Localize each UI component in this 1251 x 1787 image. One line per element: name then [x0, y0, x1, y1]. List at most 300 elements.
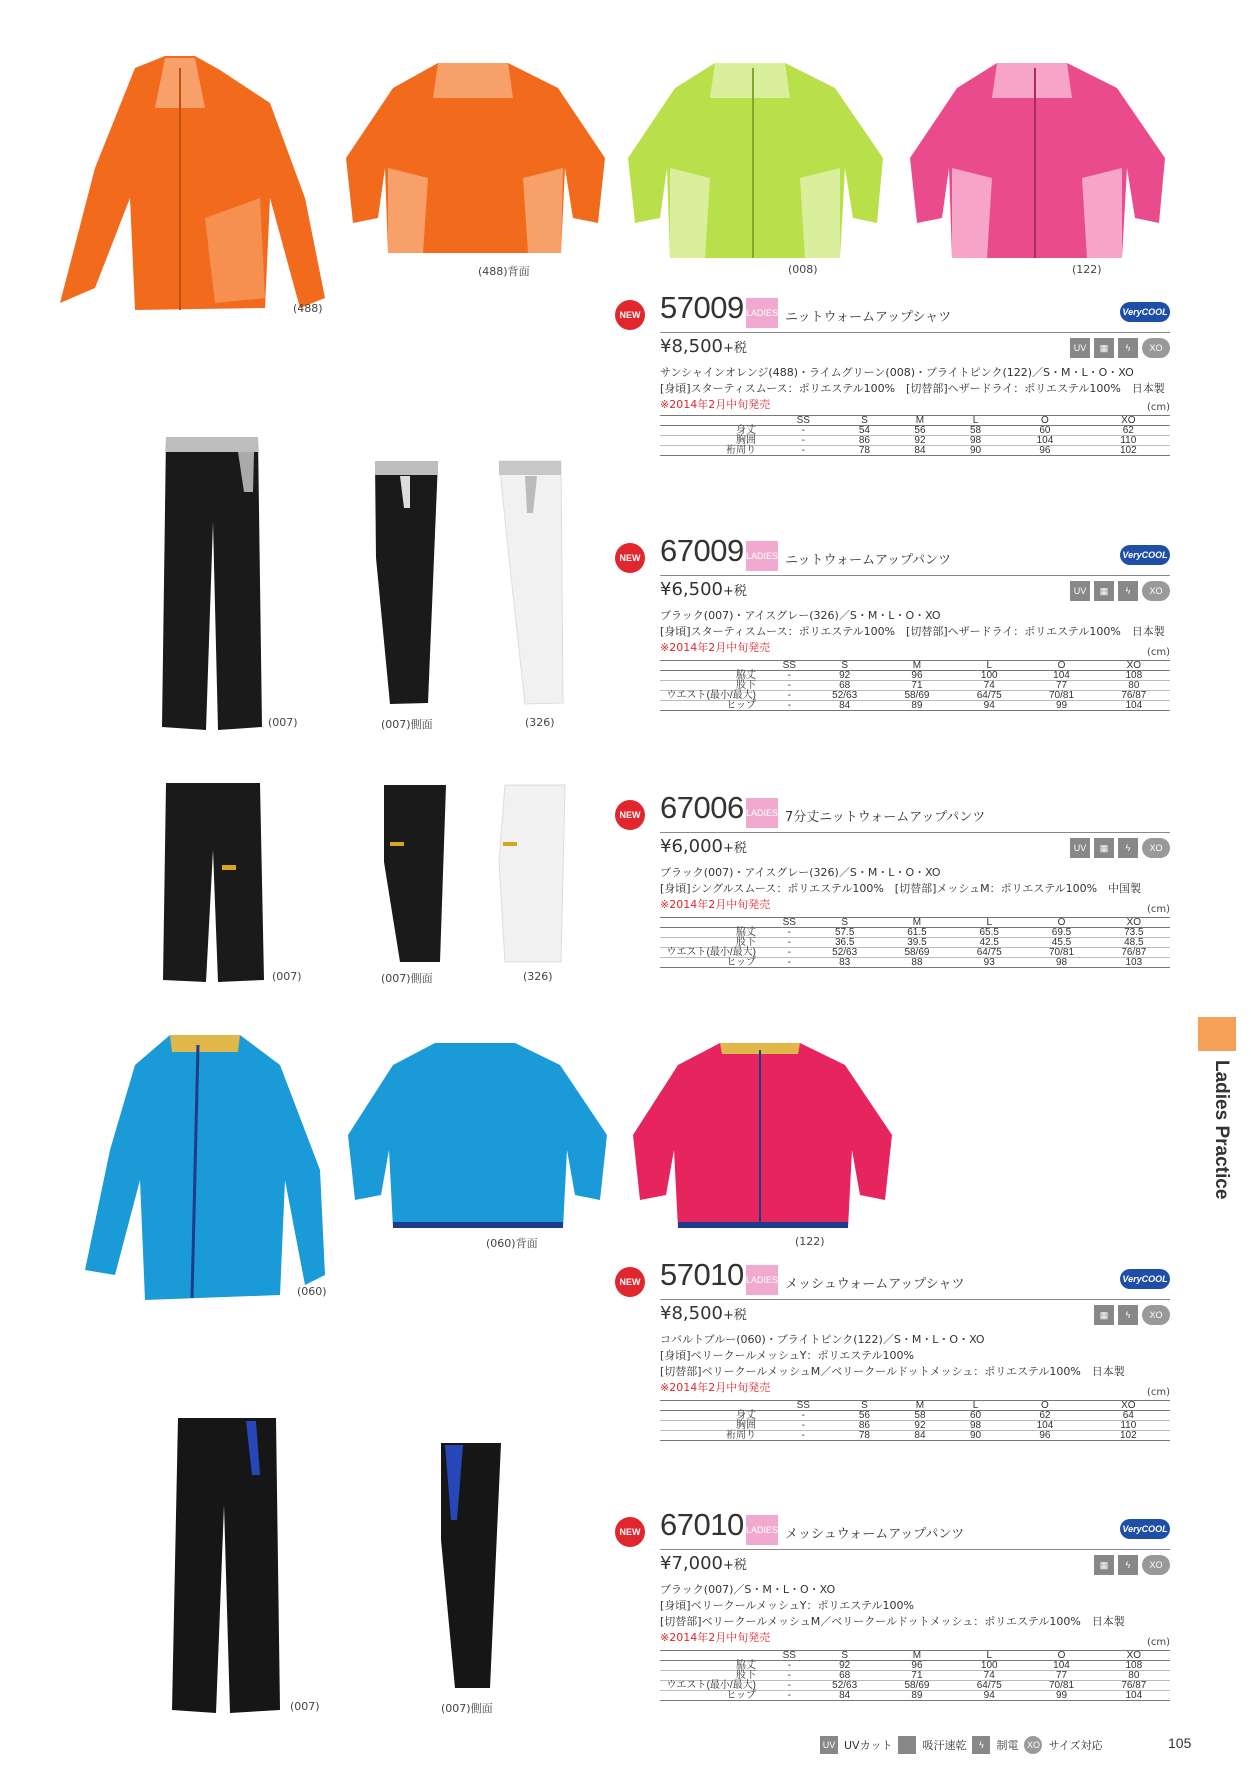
table-row — [660, 948, 1170, 958]
table-cell: - — [770, 1661, 809, 1671]
table-cell: 76/87 — [1098, 691, 1170, 701]
table-cell: 80 — [1098, 681, 1170, 691]
new-badge: NEW — [615, 800, 645, 830]
new-badge: NEW — [615, 543, 645, 573]
mesh-pants-black-side-image — [435, 1440, 505, 1690]
caption: (007)側面 — [381, 718, 433, 731]
pants-black-side-image — [370, 458, 442, 706]
table-cell: 100 — [953, 1661, 1025, 1671]
table-row — [660, 1421, 1170, 1431]
jacket-blue-front-image — [80, 1030, 330, 1305]
material: [身頃]シングルスムース：ポリエステル100% [切替部]メッシュM：ポリエステル100% 中国製 — [660, 882, 1142, 895]
legend-label: UVカット — [844, 1739, 893, 1752]
size-header: O — [1025, 1651, 1097, 1661]
table-cell: 77 — [1025, 681, 1097, 691]
table-cell: 83 — [809, 958, 881, 968]
jacket-orange-front-image — [55, 48, 330, 323]
caption: (060) — [297, 1285, 327, 1298]
caption: (122) — [795, 1235, 825, 1248]
cropped-pants-black-side-image — [380, 782, 452, 964]
legend-label: 制電 — [996, 1739, 1019, 1752]
ladies-badge: LADIES — [746, 541, 778, 571]
table-cell: 身丈 — [660, 1411, 770, 1421]
table-cell: 76/87 — [1098, 1681, 1170, 1691]
table-cell: 76/87 — [1098, 948, 1170, 958]
size-header — [660, 918, 770, 928]
sweat-dry-icon: ▦ — [1094, 1555, 1114, 1575]
table-row — [660, 928, 1170, 938]
antistatic-icon: ϟ — [1118, 1305, 1138, 1325]
new-badge: NEW — [615, 1267, 645, 1297]
price: ¥6,000+税 — [660, 836, 747, 857]
price: ¥8,500+税 — [660, 1303, 747, 1324]
table-cell: 64/75 — [953, 1681, 1025, 1691]
table-cell: 64 — [1087, 1411, 1170, 1421]
table-cell: 74 — [953, 681, 1025, 691]
table-cell: ウエスト(最小/最大) — [660, 948, 770, 958]
size-header: SS — [770, 1651, 809, 1661]
price: ¥6,500+税 — [660, 579, 747, 600]
table-cell: 58 — [948, 426, 1004, 436]
legend-label: 吸汗速乾 — [922, 1739, 967, 1752]
table-cell: 裄周り — [660, 446, 770, 456]
size-header: XO — [1098, 661, 1170, 671]
size-header: SS — [770, 918, 809, 928]
product-code: 67009 — [660, 533, 744, 568]
table-cell: - — [770, 426, 837, 436]
table-cell: 108 — [1098, 671, 1170, 681]
size-table — [660, 660, 1170, 711]
size-table — [660, 1650, 1170, 1701]
table-cell: 96 — [881, 1661, 953, 1671]
jacket-pink-image — [907, 58, 1169, 263]
ladies-badge: LADIES — [746, 1265, 778, 1295]
size-header: L — [953, 918, 1025, 928]
table-cell: ウエスト(最小/最大) — [660, 691, 770, 701]
size-header: XO — [1087, 1401, 1170, 1411]
table-cell: 110 — [1087, 1421, 1170, 1431]
xo-size-icon: XO — [1142, 1555, 1170, 1575]
material: [身頃]ベリークールメッシュY：ポリエステル100% — [660, 1349, 914, 1362]
feature-icons — [1070, 581, 1170, 601]
table-cell: - — [770, 1691, 809, 1701]
feature-icons — [1070, 838, 1170, 858]
material: [身頃]スターティスムース：ポリエステル100% [切替部]ヘザードライ：ポリエステル100% 日本製 — [660, 625, 1165, 638]
table-cell: - — [770, 671, 809, 681]
table-row — [660, 701, 1170, 711]
size-header: SS — [770, 661, 809, 671]
sweat-dry-icon — [898, 1736, 916, 1754]
mesh-pants-black-front-image — [168, 1415, 283, 1715]
release-note: ※2014年2月中旬発売 — [660, 898, 771, 911]
product-67010 — [615, 1507, 1170, 1710]
size-header: O — [1025, 918, 1097, 928]
table-cell — [660, 416, 1170, 426]
caption: (007)側面 — [381, 972, 433, 985]
table-cell: 78 — [837, 1431, 893, 1441]
table-cell: 104 — [1025, 1661, 1097, 1671]
size-header: M — [881, 1651, 953, 1661]
table-row — [660, 1411, 1170, 1421]
page-number: 105 — [1168, 1735, 1192, 1751]
table-cell: 70/81 — [1025, 948, 1097, 958]
release-note: ※2014年2月中旬発売 — [660, 1381, 771, 1394]
icon-legend — [820, 1736, 1103, 1754]
antistatic-icon: ϟ — [1118, 338, 1138, 358]
table-cell: 90 — [948, 446, 1004, 456]
table-cell: 股下 — [660, 681, 770, 691]
legend-label: サイズ対応 — [1048, 1739, 1103, 1752]
product-67006 — [615, 790, 1170, 978]
table-cell: 84 — [809, 701, 881, 711]
table-cell: 78 — [837, 446, 893, 456]
table-cell: 104 — [1003, 436, 1086, 446]
table-cell: 89 — [881, 1691, 953, 1701]
feature-icons — [1094, 1555, 1170, 1575]
table-cell: 93 — [953, 958, 1025, 968]
table-cell: 身丈 — [660, 426, 770, 436]
product-code: 67006 — [660, 790, 744, 825]
table-cell: - — [770, 1411, 837, 1421]
size-header: S — [809, 661, 881, 671]
table-row — [660, 691, 1170, 701]
release-note: ※2014年2月中旬発売 — [660, 641, 771, 654]
table-cell — [660, 661, 1170, 671]
table-cell: - — [770, 1671, 809, 1681]
verycool-logo: VeryCOOL — [1120, 302, 1170, 322]
table-cell: 110 — [1087, 436, 1170, 446]
price: ¥8,500+税 — [660, 336, 747, 357]
feature-icons — [1094, 1305, 1170, 1325]
jacket-lime-image — [625, 58, 887, 263]
size-header: XO — [1087, 416, 1170, 426]
table-cell: ウエスト(最小/最大) — [660, 1681, 770, 1691]
section-title: Ladies Practice — [1211, 1060, 1232, 1200]
size-header: L — [948, 1401, 1004, 1411]
table-row — [660, 681, 1170, 691]
table-cell: 80 — [1098, 1671, 1170, 1681]
caption: (122) — [1072, 263, 1102, 276]
uv-cut-icon: UV — [1070, 838, 1090, 858]
table-cell: 84 — [892, 446, 948, 456]
uv-cut-icon: UV — [1070, 581, 1090, 601]
size-header: L — [953, 661, 1025, 671]
verycool-logo: VeryCOOL — [1120, 545, 1170, 565]
product-code: 57010 — [660, 1257, 744, 1292]
table-cell: - — [770, 701, 809, 711]
table-cell: 104 — [1098, 701, 1170, 711]
colors-sizes: ブラック(007)・アイスグレー(326)／S・M・L・O・XO — [660, 609, 941, 622]
caption: (007)側面 — [441, 1702, 493, 1715]
table-cell: 100 — [953, 671, 1025, 681]
table-cell: - — [770, 681, 809, 691]
sweat-dry-icon: ▦ — [1094, 338, 1114, 358]
product-67009 — [615, 533, 1170, 721]
table-cell: 84 — [809, 1691, 881, 1701]
sweat-dry-icon: ▦ — [1094, 581, 1114, 601]
colors-sizes: ブラック(007)・アイスグレー(326)／S・M・L・O・XO — [660, 866, 941, 879]
size-header: XO — [1098, 1651, 1170, 1661]
table-cell: 45.5 — [1025, 938, 1097, 948]
table-row — [660, 1671, 1170, 1681]
size-table — [660, 415, 1170, 456]
table-row — [660, 958, 1170, 968]
xo-size-icon: XO — [1142, 581, 1170, 601]
sweat-dry-icon: ▦ — [1094, 1305, 1114, 1325]
product-code: 67010 — [660, 1507, 744, 1542]
ladies-badge: LADIES — [746, 1515, 778, 1545]
product-code: 57009 — [660, 290, 744, 325]
unit-label: (cm) — [1146, 1387, 1170, 1398]
table-cell: - — [770, 446, 837, 456]
caption: (008) — [788, 263, 818, 276]
new-badge: NEW — [615, 1517, 645, 1547]
table-cell: 脇丈 — [660, 928, 770, 938]
table-cell: 36.5 — [809, 938, 881, 948]
size-table — [660, 917, 1170, 968]
table-cell — [660, 1401, 1170, 1411]
caption: (007) — [290, 1700, 320, 1713]
table-cell: 102 — [1087, 1431, 1170, 1441]
size-header: M — [881, 918, 953, 928]
table-row — [660, 446, 1170, 456]
material-secondary: [切替部]ベリークールメッシュM／ベリークールドットメッシュ：ポリエステル100% 日本製 — [660, 1365, 1125, 1378]
table-cell: 96 — [881, 671, 953, 681]
material: [身頃]スターティスムース：ポリエステル100% [切替部]ヘザードライ：ポリエステル100% 日本製 — [660, 382, 1165, 395]
size-header: O — [1025, 661, 1097, 671]
caption: (326) — [523, 970, 553, 983]
table-cell: 84 — [892, 1431, 948, 1441]
size-header — [660, 1401, 770, 1411]
table-cell — [660, 918, 1170, 928]
table-cell: 88 — [881, 958, 953, 968]
table-cell: 58/69 — [881, 691, 953, 701]
table-cell: 98 — [1025, 958, 1097, 968]
table-cell: 92 — [892, 1421, 948, 1431]
unit-label: (cm) — [1146, 402, 1170, 413]
table-cell: 65.5 — [953, 928, 1025, 938]
table-cell: 99 — [1025, 701, 1097, 711]
table-row — [660, 426, 1170, 436]
table-cell: 裄周り — [660, 1431, 770, 1441]
table-cell: 98 — [948, 1421, 1004, 1431]
table-cell: 股下 — [660, 938, 770, 948]
table-cell: 52/63 — [809, 1681, 881, 1691]
table-cell: - — [770, 1421, 837, 1431]
table-cell: 58 — [892, 1411, 948, 1421]
table-cell: 64/75 — [953, 691, 1025, 701]
table-cell — [660, 1651, 1170, 1661]
table-cell: - — [770, 928, 809, 938]
table-cell: 胸囲 — [660, 1421, 770, 1431]
table-cell: 56 — [837, 1411, 893, 1421]
table-cell: 90 — [948, 1431, 1004, 1441]
table-cell: 64/75 — [953, 948, 1025, 958]
release-note: ※2014年2月中旬発売 — [660, 398, 771, 411]
material: [身頃]ベリークールメッシュY：ポリエステル100% — [660, 1599, 914, 1612]
table-cell: 57.5 — [809, 928, 881, 938]
size-header: S — [837, 1401, 893, 1411]
uv-cut-icon: UV — [1070, 338, 1090, 358]
table-cell: 68 — [809, 681, 881, 691]
table-cell: 77 — [1025, 1671, 1097, 1681]
table-cell: - — [770, 1431, 837, 1441]
table-cell: 脇丈 — [660, 671, 770, 681]
verycool-logo: VeryCOOL — [1120, 1269, 1170, 1289]
table-cell: 48.5 — [1098, 938, 1170, 948]
cropped-pants-black-front-image — [160, 780, 265, 985]
table-cell: - — [770, 948, 809, 958]
table-cell: 58/69 — [881, 1681, 953, 1691]
table-cell: ヒップ — [660, 958, 770, 968]
table-cell: 92 — [809, 671, 881, 681]
table-cell: 61.5 — [881, 928, 953, 938]
table-row — [660, 436, 1170, 446]
size-header: XO — [1098, 918, 1170, 928]
table-cell: 62 — [1087, 426, 1170, 436]
table-cell: 92 — [809, 1661, 881, 1671]
material-secondary: [切替部]ベリークールメッシュM／ベリークールドットメッシュ：ポリエステル100% 日本製 — [660, 1615, 1125, 1628]
product-name: ニットウォームアップパンツ — [785, 553, 952, 568]
release-note: ※2014年2月中旬発売 — [660, 1631, 771, 1644]
table-cell: 104 — [1003, 1421, 1086, 1431]
table-cell: 99 — [1025, 1691, 1097, 1701]
table-cell: 96 — [1003, 1431, 1086, 1441]
pants-black-front-image — [158, 432, 268, 732]
table-cell: 104 — [1025, 671, 1097, 681]
antistatic-icon: ϟ — [1118, 838, 1138, 858]
table-cell: ヒップ — [660, 1691, 770, 1701]
table-cell: 70/81 — [1025, 691, 1097, 701]
xo-size-icon: XO — [1142, 838, 1170, 858]
table-cell: ヒップ — [660, 701, 770, 711]
table-cell: 86 — [837, 436, 893, 446]
size-header: L — [948, 416, 1004, 426]
table-cell: 108 — [1098, 1661, 1170, 1671]
xo-size-icon: XO — [1142, 1305, 1170, 1325]
product-name: 7分丈ニットウォームアップパンツ — [785, 810, 986, 825]
antistatic-icon: ϟ — [1118, 581, 1138, 601]
cropped-pants-grey-side-image — [495, 782, 570, 964]
size-header: O — [1003, 416, 1086, 426]
table-cell: 58/69 — [881, 948, 953, 958]
price: ¥7,000+税 — [660, 1553, 747, 1574]
size-header — [660, 416, 770, 426]
table-cell: 96 — [1003, 446, 1086, 456]
caption: (488) — [293, 302, 323, 315]
verycool-logo: VeryCOOL — [1120, 1519, 1170, 1539]
table-cell: 70/81 — [1025, 1681, 1097, 1691]
caption: (007) — [272, 970, 302, 983]
size-header — [660, 661, 770, 671]
antistatic-icon: ϟ — [1118, 1555, 1138, 1575]
table-row — [660, 671, 1170, 681]
caption: (007) — [268, 716, 298, 729]
product-name: メッシュウォームアップシャツ — [785, 1277, 965, 1292]
table-cell: 60 — [1003, 426, 1086, 436]
jacket-orange-back-image — [343, 58, 608, 258]
xo-size-icon: XO — [1024, 1736, 1042, 1754]
table-cell: 39.5 — [881, 938, 953, 948]
colors-sizes: ブラック(007)／S・M・L・O・XO — [660, 1583, 836, 1596]
table-cell: 102 — [1087, 446, 1170, 456]
table-cell: 54 — [837, 426, 893, 436]
size-header: M — [892, 1401, 948, 1411]
caption: (326) — [525, 716, 555, 729]
antistatic-icon: ϟ — [972, 1736, 990, 1754]
table-cell: 71 — [881, 1671, 953, 1681]
table-cell: 94 — [953, 1691, 1025, 1701]
size-header: M — [892, 416, 948, 426]
table-cell: 74 — [953, 1671, 1025, 1681]
ladies-badge: LADIES — [746, 298, 778, 328]
size-header: M — [881, 661, 953, 671]
product-57010 — [615, 1257, 1170, 1450]
table-cell: - — [770, 1681, 809, 1691]
section-tab-marker — [1198, 1017, 1236, 1051]
uv-cut-icon: UV — [820, 1736, 838, 1754]
size-table — [660, 1400, 1170, 1441]
caption: (488)背面 — [478, 265, 530, 278]
feature-icons — [1070, 338, 1170, 358]
table-cell: 71 — [881, 681, 953, 691]
new-badge: NEW — [615, 300, 645, 330]
size-header: S — [837, 416, 893, 426]
size-header: SS — [770, 416, 837, 426]
table-cell: 103 — [1098, 958, 1170, 968]
table-cell: 52/63 — [809, 948, 881, 958]
table-cell: 86 — [837, 1421, 893, 1431]
unit-label: (cm) — [1146, 647, 1170, 658]
size-header: O — [1003, 1401, 1086, 1411]
table-cell: 脇丈 — [660, 1661, 770, 1671]
size-header — [660, 1651, 770, 1661]
table-row — [660, 1661, 1170, 1671]
unit-label: (cm) — [1146, 904, 1170, 915]
unit-label: (cm) — [1146, 1637, 1170, 1648]
product-name: メッシュウォームアップパンツ — [785, 1527, 965, 1542]
table-cell: - — [770, 691, 809, 701]
caption: (060)背面 — [486, 1237, 538, 1250]
table-cell: 56 — [892, 426, 948, 436]
table-row — [660, 938, 1170, 948]
size-header: S — [809, 1651, 881, 1661]
table-cell: - — [770, 938, 809, 948]
table-row — [660, 1431, 1170, 1441]
table-cell: 52/63 — [809, 691, 881, 701]
table-cell: 胸囲 — [660, 436, 770, 446]
colors-sizes: サンシャインオレンジ(488)・ライムグリーン(008)・ブライトピンク(122)／S・M・L・O・XO — [660, 366, 1134, 379]
table-cell: - — [770, 958, 809, 968]
size-header: SS — [770, 1401, 837, 1411]
jacket-pink-mesh-image — [630, 1040, 895, 1230]
table-row — [660, 1681, 1170, 1691]
table-cell: 68 — [809, 1671, 881, 1681]
pants-grey-side-image — [495, 458, 567, 706]
table-cell: 92 — [892, 436, 948, 446]
table-cell: 股下 — [660, 1671, 770, 1681]
ladies-badge: LADIES — [746, 798, 778, 828]
sweat-dry-icon: ▦ — [1094, 838, 1114, 858]
xo-size-icon: XO — [1142, 338, 1170, 358]
table-cell: 94 — [953, 701, 1025, 711]
table-cell: 98 — [948, 436, 1004, 446]
table-cell: 73.5 — [1098, 928, 1170, 938]
table-cell: 104 — [1098, 1691, 1170, 1701]
jacket-blue-back-image — [345, 1040, 610, 1230]
table-cell: 89 — [881, 701, 953, 711]
size-header: L — [953, 1651, 1025, 1661]
